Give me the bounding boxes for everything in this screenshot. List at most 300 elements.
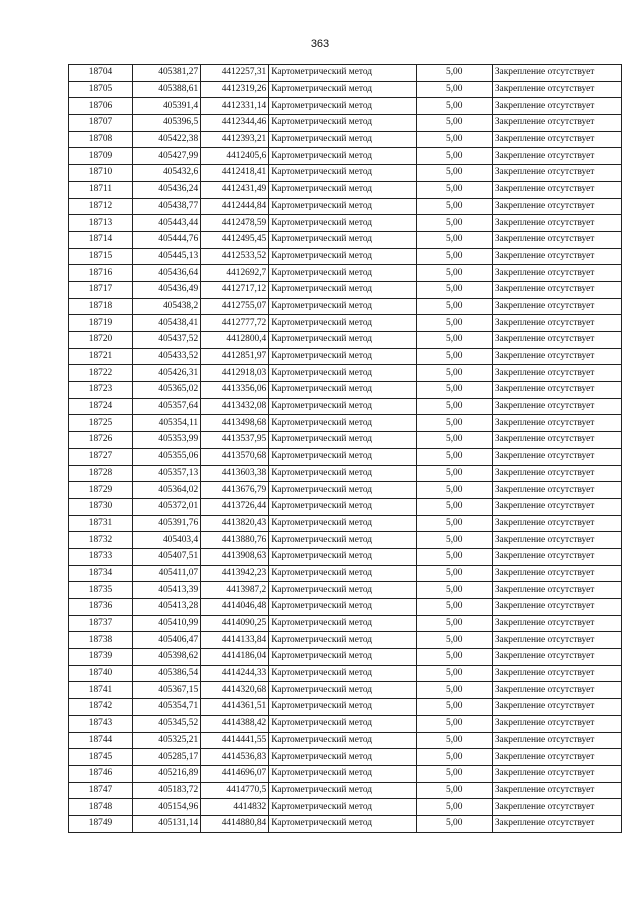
point-number-cell: 18723: [69, 382, 133, 399]
x-coordinate-cell: 405345,52: [133, 715, 201, 732]
fixation-cell: Закрепление отсутствует: [492, 198, 621, 215]
y-coordinate-cell: 4413908,63: [201, 548, 269, 565]
fixation-cell: Закрепление отсутствует: [492, 749, 621, 766]
error-cell: 5,00: [416, 465, 492, 482]
x-coordinate-cell: 405403,4: [133, 532, 201, 549]
x-coordinate-cell: 405365,02: [133, 382, 201, 399]
table-row: [69, 448, 622, 465]
point-number-cell: 18730: [69, 498, 133, 515]
method-cell: Картометрический метод: [269, 565, 416, 582]
point-number-cell: 18713: [69, 215, 133, 232]
y-coordinate-cell: 4413356,06: [201, 382, 269, 399]
fixation-cell: Закрепление отсутствует: [492, 348, 621, 365]
x-coordinate-cell: 405443,44: [133, 215, 201, 232]
error-cell: 5,00: [416, 715, 492, 732]
error-cell: 5,00: [416, 81, 492, 98]
table-row: [69, 315, 622, 332]
x-coordinate-cell: 405364,02: [133, 482, 201, 499]
error-cell: 5,00: [416, 665, 492, 682]
error-cell: 5,00: [416, 582, 492, 599]
error-cell: 5,00: [416, 332, 492, 349]
fixation-cell: Закрепление отсутствует: [492, 165, 621, 182]
method-cell: Картометрический метод: [269, 715, 416, 732]
x-coordinate-cell: 405410,99: [133, 615, 201, 632]
method-cell: Картометрический метод: [269, 231, 416, 248]
y-coordinate-cell: 4412918,03: [201, 365, 269, 382]
fixation-cell: Закрепление отсутствует: [492, 815, 621, 832]
point-number-cell: 18710: [69, 165, 133, 182]
x-coordinate-cell: 405444,76: [133, 231, 201, 248]
table-row: [69, 699, 622, 716]
point-number-cell: 18712: [69, 198, 133, 215]
table-row: [69, 682, 622, 699]
point-number-cell: 18705: [69, 81, 133, 98]
method-cell: Картометрический метод: [269, 465, 416, 482]
method-cell: Картометрический метод: [269, 498, 416, 515]
error-cell: 5,00: [416, 815, 492, 832]
point-number-cell: 18727: [69, 448, 133, 465]
point-number-cell: 18720: [69, 332, 133, 349]
error-cell: 5,00: [416, 98, 492, 115]
method-cell: Картометрический метод: [269, 365, 416, 382]
x-coordinate-cell: 405438,41: [133, 315, 201, 332]
table-row: [69, 131, 622, 148]
y-coordinate-cell: 4414770,5: [201, 782, 269, 799]
table-row: [69, 198, 622, 215]
point-number-cell: 18746: [69, 765, 133, 782]
y-coordinate-cell: 4412257,31: [201, 65, 269, 82]
fixation-cell: Закрепление отсутствует: [492, 231, 621, 248]
point-number-cell: 18729: [69, 482, 133, 499]
method-cell: Картометрический метод: [269, 682, 416, 699]
method-cell: Картометрический метод: [269, 348, 416, 365]
x-coordinate-cell: 405386,54: [133, 665, 201, 682]
table-row: [69, 565, 622, 582]
point-number-cell: 18714: [69, 231, 133, 248]
x-coordinate-cell: 405438,2: [133, 298, 201, 315]
table-row: [69, 98, 622, 115]
fixation-cell: Закрепление отсутствует: [492, 599, 621, 616]
point-number-cell: 18722: [69, 365, 133, 382]
y-coordinate-cell: 4414090,25: [201, 615, 269, 632]
point-number-cell: 18744: [69, 732, 133, 749]
method-cell: Картометрический метод: [269, 732, 416, 749]
table-row: [69, 465, 622, 482]
point-number-cell: 18711: [69, 181, 133, 198]
point-number-cell: 18745: [69, 749, 133, 766]
method-cell: Картометрический метод: [269, 181, 416, 198]
x-coordinate-cell: 405433,52: [133, 348, 201, 365]
method-cell: Картометрический метод: [269, 799, 416, 816]
method-cell: Картометрический метод: [269, 131, 416, 148]
point-number-cell: 18728: [69, 465, 133, 482]
method-cell: Картометрический метод: [269, 482, 416, 499]
table-row: [69, 165, 622, 182]
point-number-cell: 18707: [69, 115, 133, 132]
method-cell: Картометрический метод: [269, 749, 416, 766]
fixation-cell: Закрепление отсутствует: [492, 498, 621, 515]
x-coordinate-cell: 405183,72: [133, 782, 201, 799]
x-coordinate-cell: 405436,49: [133, 281, 201, 298]
y-coordinate-cell: 4414186,04: [201, 649, 269, 666]
point-number-cell: 18715: [69, 248, 133, 265]
point-number-cell: 18718: [69, 298, 133, 315]
x-coordinate-cell: 405357,64: [133, 398, 201, 415]
table-row: [69, 515, 622, 532]
x-coordinate-cell: 405325,21: [133, 732, 201, 749]
method-cell: Картометрический метод: [269, 765, 416, 782]
fixation-cell: Закрепление отсутствует: [492, 115, 621, 132]
error-cell: 5,00: [416, 382, 492, 399]
error-cell: 5,00: [416, 115, 492, 132]
error-cell: 5,00: [416, 448, 492, 465]
y-coordinate-cell: 4414361,51: [201, 699, 269, 716]
fixation-cell: Закрепление отсутствует: [492, 298, 621, 315]
method-cell: Картометрический метод: [269, 432, 416, 449]
y-coordinate-cell: 4412495,45: [201, 231, 269, 248]
error-cell: 5,00: [416, 682, 492, 699]
y-coordinate-cell: 4412431,49: [201, 181, 269, 198]
point-number-cell: 18731: [69, 515, 133, 532]
y-coordinate-cell: 4414441,55: [201, 732, 269, 749]
y-coordinate-cell: 4412851,97: [201, 348, 269, 365]
fixation-cell: Закрепление отсутствует: [492, 398, 621, 415]
fixation-cell: Закрепление отсутствует: [492, 148, 621, 165]
x-coordinate-cell: 405154,96: [133, 799, 201, 816]
y-coordinate-cell: 4414536,83: [201, 749, 269, 766]
x-coordinate-cell: 405381,27: [133, 65, 201, 82]
table-row: [69, 265, 622, 282]
y-coordinate-cell: 4413432,08: [201, 398, 269, 415]
error-cell: 5,00: [416, 181, 492, 198]
fixation-cell: Закрепление отсутствует: [492, 732, 621, 749]
method-cell: Картометрический метод: [269, 415, 416, 432]
method-cell: Картометрический метод: [269, 448, 416, 465]
y-coordinate-cell: 4414133,84: [201, 632, 269, 649]
y-coordinate-cell: 4414244,33: [201, 665, 269, 682]
y-coordinate-cell: 4413987,2: [201, 582, 269, 599]
fixation-cell: Закрепление отсутствует: [492, 81, 621, 98]
error-cell: 5,00: [416, 732, 492, 749]
method-cell: Картометрический метод: [269, 548, 416, 565]
fixation-cell: Закрепление отсутствует: [492, 782, 621, 799]
y-coordinate-cell: 4412800,4: [201, 332, 269, 349]
table-row: [69, 298, 622, 315]
fixation-cell: Закрепление отсутствует: [492, 315, 621, 332]
point-number-cell: 18742: [69, 699, 133, 716]
table-row: [69, 65, 622, 82]
x-coordinate-cell: 405354,11: [133, 415, 201, 432]
table-row: [69, 532, 622, 549]
point-number-cell: 18726: [69, 432, 133, 449]
x-coordinate-cell: 405437,52: [133, 332, 201, 349]
y-coordinate-cell: 4413676,79: [201, 482, 269, 499]
point-number-cell: 18734: [69, 565, 133, 582]
error-cell: 5,00: [416, 782, 492, 799]
fixation-cell: Закрепление отсутствует: [492, 682, 621, 699]
table-row: [69, 215, 622, 232]
fixation-cell: Закрепление отсутствует: [492, 248, 621, 265]
error-cell: 5,00: [416, 348, 492, 365]
y-coordinate-cell: 4414880,84: [201, 815, 269, 832]
y-coordinate-cell: 4412717,12: [201, 281, 269, 298]
error-cell: 5,00: [416, 565, 492, 582]
table-row: [69, 348, 622, 365]
point-number-cell: 18747: [69, 782, 133, 799]
x-coordinate-cell: 405445,13: [133, 248, 201, 265]
fixation-cell: Закрепление отсутствует: [492, 482, 621, 499]
y-coordinate-cell: 4413820,43: [201, 515, 269, 532]
coordinates-table: [68, 64, 622, 833]
x-coordinate-cell: 405131,14: [133, 815, 201, 832]
fixation-cell: Закрепление отсутствует: [492, 665, 621, 682]
point-number-cell: 18749: [69, 815, 133, 832]
error-cell: 5,00: [416, 248, 492, 265]
x-coordinate-cell: 405411,07: [133, 565, 201, 582]
x-coordinate-cell: 405422,38: [133, 131, 201, 148]
point-number-cell: 18737: [69, 615, 133, 632]
y-coordinate-cell: 4413603,38: [201, 465, 269, 482]
table-body: [69, 65, 622, 833]
y-coordinate-cell: 4412405,6: [201, 148, 269, 165]
table-row: [69, 231, 622, 248]
table-row: [69, 81, 622, 98]
y-coordinate-cell: 4412344,46: [201, 115, 269, 132]
fixation-cell: Закрепление отсутствует: [492, 515, 621, 532]
method-cell: Картометрический метод: [269, 599, 416, 616]
x-coordinate-cell: 405372,01: [133, 498, 201, 515]
method-cell: Картометрический метод: [269, 248, 416, 265]
x-coordinate-cell: 405436,24: [133, 181, 201, 198]
method-cell: Картометрический метод: [269, 815, 416, 832]
method-cell: Картометрический метод: [269, 215, 416, 232]
table-row: [69, 281, 622, 298]
error-cell: 5,00: [416, 432, 492, 449]
table-row: [69, 715, 622, 732]
y-coordinate-cell: 4412319,26: [201, 81, 269, 98]
method-cell: Картометрический метод: [269, 615, 416, 632]
error-cell: 5,00: [416, 649, 492, 666]
method-cell: Картометрический метод: [269, 649, 416, 666]
fixation-cell: Закрепление отсутствует: [492, 365, 621, 382]
y-coordinate-cell: 4412444,84: [201, 198, 269, 215]
point-number-cell: 18719: [69, 315, 133, 332]
fixation-cell: Закрепление отсутствует: [492, 415, 621, 432]
method-cell: Картометрический метод: [269, 398, 416, 415]
y-coordinate-cell: 4412533,52: [201, 248, 269, 265]
x-coordinate-cell: 405355,06: [133, 448, 201, 465]
error-cell: 5,00: [416, 231, 492, 248]
fixation-cell: Закрепление отсутствует: [492, 615, 621, 632]
error-cell: 5,00: [416, 315, 492, 332]
y-coordinate-cell: 4414046,48: [201, 599, 269, 616]
error-cell: 5,00: [416, 198, 492, 215]
point-number-cell: 18724: [69, 398, 133, 415]
y-coordinate-cell: 4413498,68: [201, 415, 269, 432]
table-row: [69, 782, 622, 799]
error-cell: 5,00: [416, 298, 492, 315]
y-coordinate-cell: 4413726,44: [201, 498, 269, 515]
error-cell: 5,00: [416, 749, 492, 766]
point-number-cell: 18741: [69, 682, 133, 699]
y-coordinate-cell: 4414388,42: [201, 715, 269, 732]
method-cell: Картометрический метод: [269, 665, 416, 682]
error-cell: 5,00: [416, 482, 492, 499]
error-cell: 5,00: [416, 632, 492, 649]
point-number-cell: 18732: [69, 532, 133, 549]
error-cell: 5,00: [416, 765, 492, 782]
point-number-cell: 18708: [69, 131, 133, 148]
fixation-cell: Закрепление отсутствует: [492, 765, 621, 782]
error-cell: 5,00: [416, 515, 492, 532]
method-cell: Картометрический метод: [269, 632, 416, 649]
x-coordinate-cell: 405354,71: [133, 699, 201, 716]
x-coordinate-cell: 405426,31: [133, 365, 201, 382]
table-row: [69, 548, 622, 565]
method-cell: Картометрический метод: [269, 782, 416, 799]
y-coordinate-cell: 4414832: [201, 799, 269, 816]
fixation-cell: Закрепление отсутствует: [492, 382, 621, 399]
table-row: [69, 365, 622, 382]
error-cell: 5,00: [416, 615, 492, 632]
table-row: [69, 815, 622, 832]
table-row: [69, 398, 622, 415]
point-number-cell: 18704: [69, 65, 133, 82]
table-row: [69, 765, 622, 782]
point-number-cell: 18738: [69, 632, 133, 649]
error-cell: 5,00: [416, 415, 492, 432]
table-row: [69, 749, 622, 766]
fixation-cell: Закрепление отсутствует: [492, 281, 621, 298]
fixation-cell: Закрепление отсутствует: [492, 649, 621, 666]
y-coordinate-cell: 4414696,07: [201, 765, 269, 782]
table-row: [69, 248, 622, 265]
error-cell: 5,00: [416, 131, 492, 148]
fixation-cell: Закрепление отсутствует: [492, 98, 621, 115]
method-cell: Картометрический метод: [269, 198, 416, 215]
method-cell: Картометрический метод: [269, 298, 416, 315]
y-coordinate-cell: 4412331,14: [201, 98, 269, 115]
error-cell: 5,00: [416, 398, 492, 415]
error-cell: 5,00: [416, 65, 492, 82]
x-coordinate-cell: 405398,62: [133, 649, 201, 666]
x-coordinate-cell: 405406,47: [133, 632, 201, 649]
error-cell: 5,00: [416, 148, 492, 165]
table-row: [69, 799, 622, 816]
x-coordinate-cell: 405396,5: [133, 115, 201, 132]
point-number-cell: 18735: [69, 582, 133, 599]
point-number-cell: 18736: [69, 599, 133, 616]
fixation-cell: Закрепление отсутствует: [492, 799, 621, 816]
fixation-cell: Закрепление отсутствует: [492, 448, 621, 465]
x-coordinate-cell: 405427,99: [133, 148, 201, 165]
method-cell: Картометрический метод: [269, 115, 416, 132]
error-cell: 5,00: [416, 599, 492, 616]
x-coordinate-cell: 405438,77: [133, 198, 201, 215]
y-coordinate-cell: 4413942,23: [201, 565, 269, 582]
method-cell: Картометрический метод: [269, 98, 416, 115]
error-cell: 5,00: [416, 548, 492, 565]
fixation-cell: Закрепление отсутствует: [492, 565, 621, 582]
method-cell: Картометрический метод: [269, 81, 416, 98]
point-number-cell: 18739: [69, 649, 133, 666]
method-cell: Картометрический метод: [269, 315, 416, 332]
method-cell: Картометрический метод: [269, 515, 416, 532]
error-cell: 5,00: [416, 265, 492, 282]
table-row: [69, 665, 622, 682]
point-number-cell: 18743: [69, 715, 133, 732]
fixation-cell: Закрепление отсутствует: [492, 465, 621, 482]
point-number-cell: 18716: [69, 265, 133, 282]
error-cell: 5,00: [416, 799, 492, 816]
table-row: [69, 482, 622, 499]
fixation-cell: Закрепление отсутствует: [492, 131, 621, 148]
fixation-cell: Закрепление отсутствует: [492, 65, 621, 82]
method-cell: Картометрический метод: [269, 281, 416, 298]
point-number-cell: 18717: [69, 281, 133, 298]
page-number: 363: [310, 38, 330, 50]
method-cell: Картометрический метод: [269, 65, 416, 82]
table-row: [69, 382, 622, 399]
table-row: [69, 148, 622, 165]
x-coordinate-cell: 405407,51: [133, 548, 201, 565]
error-cell: 5,00: [416, 498, 492, 515]
fixation-cell: Закрепление отсутствует: [492, 548, 621, 565]
y-coordinate-cell: 4413880,76: [201, 532, 269, 549]
table-row: [69, 649, 622, 666]
x-coordinate-cell: 405436,64: [133, 265, 201, 282]
error-cell: 5,00: [416, 165, 492, 182]
fixation-cell: Закрепление отсутствует: [492, 332, 621, 349]
fixation-cell: Закрепление отсутствует: [492, 699, 621, 716]
point-number-cell: 18748: [69, 799, 133, 816]
y-coordinate-cell: 4412777,72: [201, 315, 269, 332]
error-cell: 5,00: [416, 281, 492, 298]
method-cell: Картометрический метод: [269, 148, 416, 165]
x-coordinate-cell: 405388,61: [133, 81, 201, 98]
point-number-cell: 18706: [69, 98, 133, 115]
error-cell: 5,00: [416, 365, 492, 382]
x-coordinate-cell: 405432,6: [133, 165, 201, 182]
error-cell: 5,00: [416, 699, 492, 716]
table-row: [69, 582, 622, 599]
table-row: [69, 432, 622, 449]
table-row: [69, 615, 622, 632]
method-cell: Картометрический метод: [269, 582, 416, 599]
method-cell: Картометрический метод: [269, 265, 416, 282]
x-coordinate-cell: 405413,28: [133, 599, 201, 616]
fixation-cell: Закрепление отсутствует: [492, 432, 621, 449]
table-row: [69, 415, 622, 432]
point-number-cell: 18709: [69, 148, 133, 165]
point-number-cell: 18721: [69, 348, 133, 365]
table-row: [69, 599, 622, 616]
y-coordinate-cell: 4412478,59: [201, 215, 269, 232]
method-cell: Картометрический метод: [269, 382, 416, 399]
method-cell: Картометрический метод: [269, 332, 416, 349]
table-row: [69, 332, 622, 349]
y-coordinate-cell: 4414320,68: [201, 682, 269, 699]
fixation-cell: Закрепление отсутствует: [492, 265, 621, 282]
method-cell: Картометрический метод: [269, 532, 416, 549]
fixation-cell: Закрепление отсутствует: [492, 632, 621, 649]
x-coordinate-cell: 405413,39: [133, 582, 201, 599]
y-coordinate-cell: 4412755,07: [201, 298, 269, 315]
table-row: [69, 181, 622, 198]
table-row: [69, 632, 622, 649]
table-row: [69, 115, 622, 132]
y-coordinate-cell: 4412692,7: [201, 265, 269, 282]
